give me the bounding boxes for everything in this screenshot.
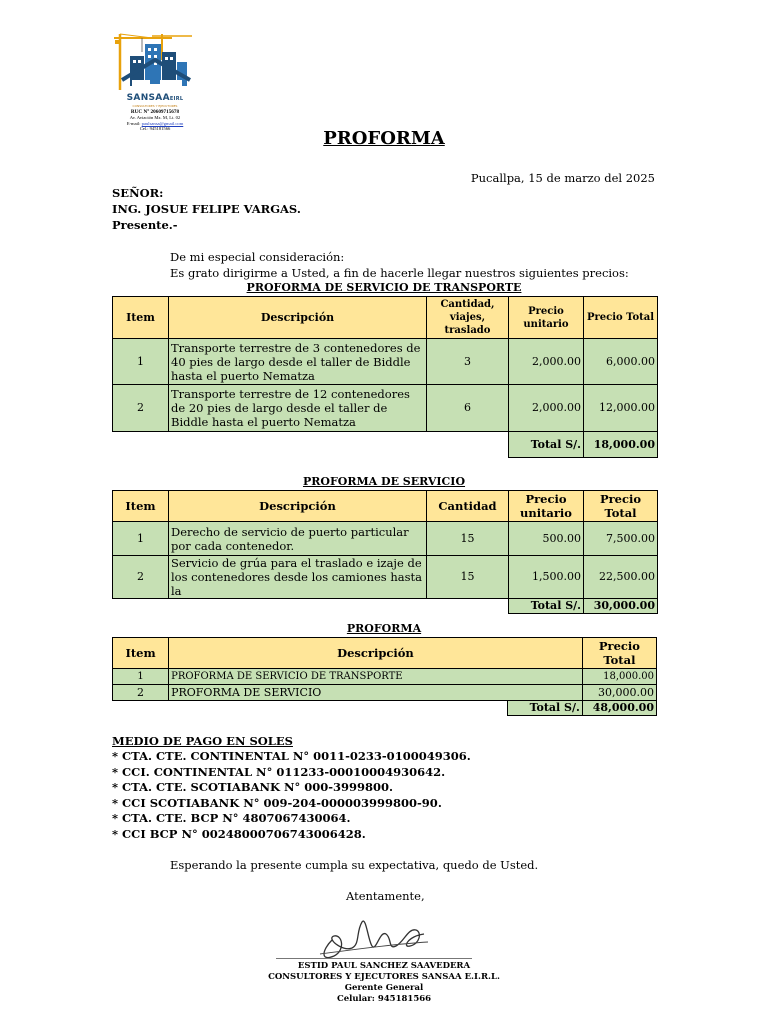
table-header-row	[113, 297, 658, 339]
table1-title: PROFORMA DE SERVICIO DE TRANSPORTE	[246, 281, 522, 294]
cell-total-price: 6,000.00	[584, 339, 658, 385]
cell-item: 1	[113, 669, 169, 685]
total-value: 48,000.00	[582, 701, 656, 716]
farewell-text: Atentamente,	[346, 889, 425, 903]
logo-ruc: RUC N° 20609715678	[130, 109, 180, 115]
total-row	[113, 432, 658, 458]
document-title: PROFORMA	[323, 128, 445, 149]
total-value: 30,000.00	[584, 599, 658, 614]
spacer-cell	[113, 701, 169, 716]
table-header-row	[113, 491, 658, 522]
logo-email: E-mail: paulsansa@gmail.com	[126, 120, 184, 126]
table-row	[113, 669, 657, 685]
intro-line-1: De mi especial consideración:	[170, 250, 345, 264]
payment-title: MEDIO DE PAGO EN SOLES	[112, 734, 293, 748]
table-row	[113, 556, 658, 599]
table-row	[113, 685, 657, 701]
cell-unit-price: 2,000.00	[509, 385, 584, 432]
cell-description: PROFORMA DE SERVICIO DE TRANSPORTE	[169, 669, 583, 685]
payment-line: * CTA. CTE. BCP N° 4807067430064.	[112, 811, 351, 825]
service-table	[112, 490, 658, 614]
header-total-price: Precio Total	[584, 297, 658, 339]
cell-item: 1	[113, 522, 169, 556]
cell-description: PROFORMA DE SERVICIO	[169, 685, 583, 701]
closing-text: Esperando la presente cumpla su expectativa, quedo de Usted.	[170, 858, 539, 872]
header-quantity: Cantidad, viajes, traslado	[427, 297, 509, 339]
cell-description: Servicio de grúa para el traslado e izaje de los contenedores desde los camiones hasta la	[169, 556, 427, 599]
cell-total-price: 12,000.00	[584, 385, 658, 432]
header-item: Item	[113, 297, 169, 339]
payment-line: * CCI BCP N° 00248000706743006428.	[112, 827, 366, 841]
cell-quantity: 6	[427, 385, 509, 432]
summary-table	[112, 637, 657, 716]
cell-unit-price: 500.00	[509, 522, 584, 556]
header-total-price: Precio Total	[584, 491, 658, 522]
transport-table	[112, 296, 658, 458]
payment-line: * CTA. CTE. SCOTIABANK N° 000-3999800.	[112, 780, 394, 794]
header-unit-price: Precio unitario	[509, 491, 584, 522]
table-header-row	[113, 638, 657, 669]
intro-line-2: Es grato dirigirme a Usted, a fin de hacerle llegar nuestros siguientes precios:	[170, 266, 629, 280]
building-crane-icon	[112, 30, 198, 94]
recipient-name: ING. JOSUE FELIPE VARGAS.	[112, 202, 301, 216]
cell-description: Transporte terrestre de 3 contenedores de 40 pies de largo desde el taller de Biddle hasta el puerto Nematza	[169, 339, 427, 385]
header-item: Item	[113, 491, 169, 522]
table-row	[113, 522, 658, 556]
cell-unit-price: 2,000.00	[509, 339, 584, 385]
table-row	[113, 385, 658, 432]
header-quantity: Cantidad	[427, 491, 509, 522]
recipient-label: SEÑOR:	[112, 186, 164, 200]
cell-total-price: 30,000.00	[582, 685, 656, 701]
logo-subtitle: CONSULTORES Y EJECUTORES	[132, 104, 178, 108]
spacer-cell	[169, 701, 508, 716]
cell-quantity: 15	[427, 556, 509, 599]
payment-line: * CCI SCOTIABANK N° 009-204-000003999800-90.	[112, 796, 442, 810]
spacer-cell	[169, 599, 427, 614]
total-row	[113, 701, 657, 716]
cell-quantity: 15	[427, 522, 509, 556]
header-description: Descripción	[169, 491, 427, 522]
total-label: Total S/.	[509, 432, 584, 458]
header-description: Descripción	[169, 638, 583, 669]
header-total-price: Precio Total	[582, 638, 656, 669]
table3-title: PROFORMA	[346, 622, 422, 635]
cell-total-price: 18,000.00	[582, 669, 656, 685]
date-line: Pucallpa, 15 de marzo del 2025	[470, 171, 655, 185]
cell-quantity: 3	[427, 339, 509, 385]
signer-phone: Celular: 945181566	[336, 994, 432, 1004]
signer-name: ESTID PAUL SANCHEZ SAAVEDERA	[297, 961, 471, 971]
spacer-cell	[169, 432, 427, 458]
total-label: Total S/.	[507, 701, 582, 716]
header-unit-price: Precio unitario	[509, 297, 584, 339]
table-row	[113, 339, 658, 385]
logo-address: Av. Aviación Mz. M, Lt. 02	[129, 115, 181, 121]
cell-item: 1	[113, 339, 169, 385]
total-row	[113, 599, 658, 614]
cell-description: Derecho de servicio de puerto particular por cada contenedor.	[169, 522, 427, 556]
spacer-cell	[113, 432, 169, 458]
table2-title: PROFORMA DE SERVICIO	[302, 475, 466, 488]
cell-item: 2	[113, 685, 169, 701]
payment-line: * CCI. CONTINENTAL N° 011233-00010004930642.	[112, 765, 446, 779]
cell-item: 2	[113, 385, 169, 432]
logo-cel: Cel.: 945181566	[139, 126, 171, 132]
recipient-presente: Presente.-	[112, 218, 178, 232]
header-item: Item	[113, 638, 169, 669]
payment-line: * CTA. CTE. CONTINENTAL N° 0011-0233-0100049306.	[112, 749, 471, 763]
cell-description: Transporte terrestre de 12 contenedores de 20 pies de largo desde el taller de Biddle hasta el puerto Nematza	[169, 385, 427, 432]
signature-image	[312, 910, 436, 962]
handwritten-signature-icon	[312, 910, 436, 962]
signer-company: CONSULTORES Y EJECUTORES SANSAA E.I.R.L.	[268, 972, 500, 982]
logo-company-name: SANSAAEIRL	[126, 93, 184, 103]
cell-unit-price: 1,500.00	[509, 556, 584, 599]
spacer-cell	[427, 432, 509, 458]
total-label: Total S/.	[509, 599, 584, 614]
signer-role: Gerente General	[344, 983, 424, 993]
header-description: Descripción	[169, 297, 427, 339]
cell-total-price: 7,500.00	[584, 522, 658, 556]
spacer-cell	[113, 599, 169, 614]
signature-line	[276, 958, 472, 959]
cell-total-price: 22,500.00	[584, 556, 658, 599]
cell-item: 2	[113, 556, 169, 599]
total-value: 18,000.00	[584, 432, 658, 458]
spacer-cell	[427, 599, 509, 614]
